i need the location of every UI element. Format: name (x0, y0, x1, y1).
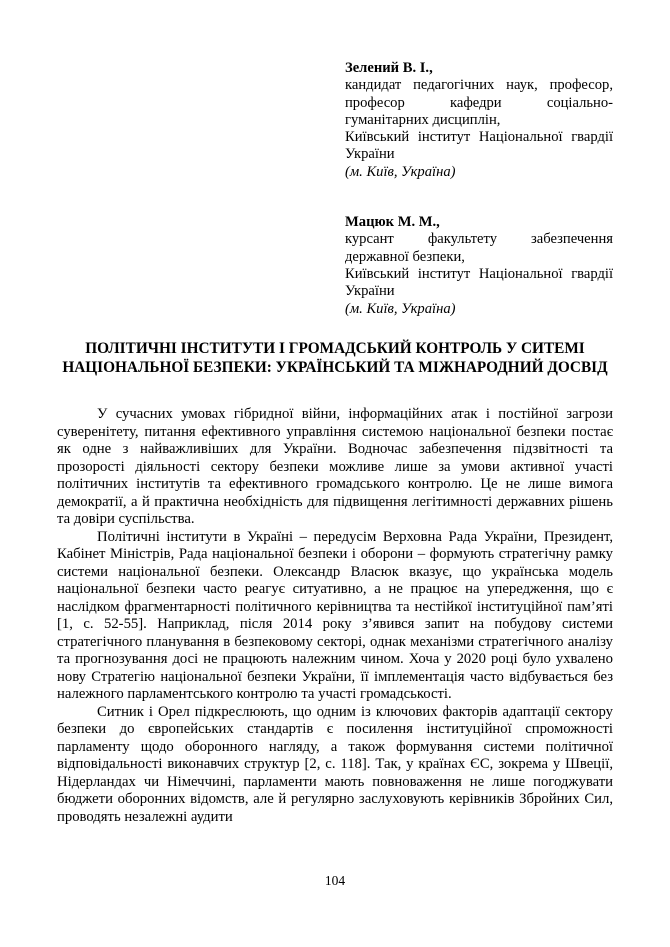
authors-column (345, 60, 613, 318)
author-institution: Київський інститут Національної гвардії України (345, 265, 613, 300)
page-number: 104 (324, 873, 346, 888)
paragraph-3: Ситник і Орел підкреслюють, що одним із ключових факторів адаптації сектору безпеки до європейських стандартів є посилення інституційної спроможності парламенту щодо оборонного нагляду, а також формування системи політичної відповідальності виконавчих структур [2, с. 118]. Так, у країнах ЄС, зокрема у Швеції, Нідерландах чи Німеччині, парламенти мають повноваження не лише погоджувати бюджети оборонних відомств, але й регулярно заслуховують керівників Збройних Сил, проводять незалежні аудити (57, 703, 613, 825)
author-block-1 (345, 60, 613, 181)
author-block-2 (345, 214, 613, 318)
article-body (57, 406, 613, 826)
author-roles: кандидат педагогічних наук, професор, професор кафедри соціально-гуманітарних дисциплін, (345, 77, 613, 128)
paragraph-1: У сучасних умовах гібридної війни, інформаційних атак і постійної загрози суверенітету, питання ефективного управління системою національної безпеки постає як одне з найважливіших для України. Водночас забезпечення підзвітності та прозорості діяльності сектору безпеки можливе лише за умови активної участі політичних інститутів та ефективного громадського контролю. Це не лише вимога демократії, а й практична необхідність для підвищення легітимності державних рішень та довіри суспільства. (57, 406, 613, 527)
paragraph-2: Політичні інститути в Україні – передусім Верховна Рада України, Президент, Кабінет Міністрів, Рада національної безпеки і оборони – формують стратегічну рамку системи національної безпеки. Олександр Власюк вказує, що українська модель національної безпеки часто реагує ситуативно, а не працює на упередження, що є наслідком фрагментарності політичного керівництва та нестійкої інституційної пам’яті [1, с. 52-55]. Наприклад, після 2014 року з’явився запит на побудову системи стратегічного планування в безпековому секторі, однак механізми стратегічного аналізу та прогнозування досі не працюють належним чином. Хоча у 2020 році було ухвалено нову Стратегію національної безпеки України, її імплементація часто відбувається без належного парламентського контролю та участі громадськості. (57, 528, 613, 702)
author-location: (м. Київ, Україна) (345, 300, 456, 317)
author-roles: курсант факультету забезпечення державної безпеки, (345, 231, 613, 265)
author-name: Мацюк М. М., (345, 214, 440, 231)
author-location: (м. Київ, Україна) (345, 163, 456, 180)
author-name: Зелений В. І., (345, 60, 433, 76)
article-title: ПОЛІТИЧНІ ІНСТИТУТИ І ГРОМАДСЬКИЙ КОНТРОЛЬ У СИТЕМІ НАЦІОНАЛЬНОЇ БЕЗПЕКИ: УКРАЇНСЬКИЙ ТА МІЖНАРОДНИЙ ДОСВІД (62, 340, 608, 376)
author-institution: Київський інститут Національної гвардії України (345, 129, 613, 163)
